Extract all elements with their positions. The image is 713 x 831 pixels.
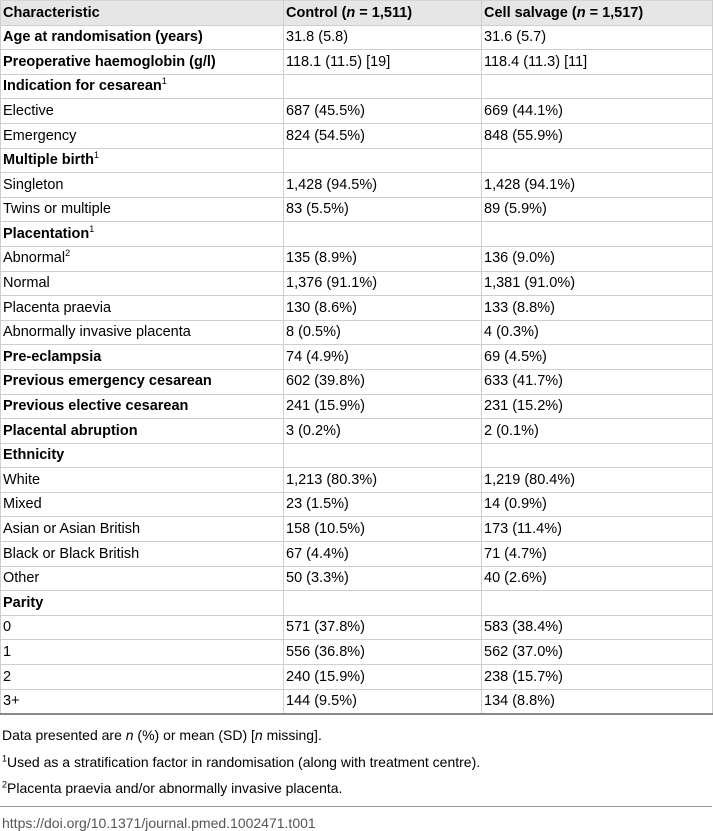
row-control-value (284, 148, 482, 173)
row-characteristic (1, 394, 284, 419)
table-row (1, 615, 713, 640)
row-cell-salvage-value: 2 (0.1%) (482, 419, 713, 444)
row-characteristic (1, 517, 284, 542)
header-control-label: Control ( (286, 4, 347, 21)
row-label: Preoperative haemoglobin (g/l) (3, 53, 216, 70)
row-characteristic (1, 640, 284, 665)
header-characteristic (1, 1, 284, 26)
row-label: Singleton (3, 176, 64, 193)
row-label: Ethnicity (3, 447, 65, 464)
note-footnote-1 (2, 754, 712, 771)
row-cell-salvage-value: 118.4 (11.3) [11] (482, 50, 713, 75)
table-row (1, 246, 713, 271)
header-salvage-count: = 1,517) (585, 4, 644, 21)
row-label: 2 (3, 668, 12, 685)
table-row (1, 123, 713, 148)
row-cell-salvage-value: 31.6 (5.7) (482, 25, 713, 50)
header-salvage-label: Cell salvage ( (484, 4, 577, 21)
row-characteristic (1, 173, 284, 198)
row-characteristic (1, 369, 284, 394)
footnote-2-marker: 2 (2, 779, 8, 790)
row-characteristic (1, 542, 284, 567)
row-label: Normal (3, 275, 50, 292)
row-characteristic (1, 296, 284, 321)
row-label: Other (3, 570, 40, 587)
row-cell-salvage-value: 1,428 (94.1%) (482, 173, 713, 198)
row-characteristic (1, 148, 284, 173)
note1-text-b: (%) or mean (SD) [ (133, 727, 255, 744)
row-control-value: 8 (0.5%) (284, 320, 482, 345)
row-label: Parity (3, 594, 44, 611)
row-characteristic (1, 320, 284, 345)
row-cell-salvage-value: 136 (9.0%) (482, 246, 713, 271)
row-characteristic (1, 615, 284, 640)
row-cell-salvage-value (482, 74, 713, 99)
row-label: Previous elective cesarean (3, 398, 189, 415)
row-cell-salvage-value: 848 (55.9%) (482, 123, 713, 148)
footnote-1-marker: 1 (2, 752, 8, 763)
table-row (1, 419, 713, 444)
row-characteristic (1, 689, 284, 714)
row-control-value (284, 222, 482, 247)
row-control-value: 83 (5.5%) (284, 197, 482, 222)
footnote-1-text: Used as a stratification factor in randomisation (along with treatment centre). (7, 753, 481, 770)
table-row (1, 591, 713, 616)
row-characteristic (1, 566, 284, 591)
row-cell-salvage-value (482, 148, 713, 173)
row-control-value: 158 (10.5%) (284, 517, 482, 542)
row-characteristic (1, 50, 284, 75)
table-row (1, 148, 713, 173)
row-label: Twins or multiple (3, 201, 111, 218)
row-characteristic (1, 123, 284, 148)
row-cell-salvage-value: 1,219 (80.4%) (482, 468, 713, 493)
row-control-value: 1,376 (91.1%) (284, 271, 482, 296)
row-cell-salvage-value: 562 (37.0%) (482, 640, 713, 665)
table-row (1, 50, 713, 75)
table-row (1, 542, 713, 567)
header-control (284, 1, 482, 26)
row-control-value: 50 (3.3%) (284, 566, 482, 591)
row-control-value: 135 (8.9%) (284, 246, 482, 271)
table-row (1, 173, 713, 198)
header-row (1, 1, 713, 26)
row-label: Black or Black British (3, 545, 140, 562)
row-characteristic (1, 74, 284, 99)
row-control-value: 1,213 (80.3%) (284, 468, 482, 493)
row-control-value: 1,428 (94.5%) (284, 173, 482, 198)
table-row (1, 394, 713, 419)
row-cell-salvage-value (482, 443, 713, 468)
row-control-value: 602 (39.8%) (284, 369, 482, 394)
row-label: Age at randomisation (years) (3, 29, 203, 46)
row-control-value: 67 (4.4%) (284, 542, 482, 567)
footnote-marker: 1 (94, 150, 100, 161)
row-characteristic (1, 492, 284, 517)
row-cell-salvage-value (482, 591, 713, 616)
row-control-value: 556 (36.8%) (284, 640, 482, 665)
row-label: Asian or Asian British (3, 521, 141, 538)
row-control-value (284, 443, 482, 468)
note1-n: n (125, 727, 134, 744)
table-row (1, 99, 713, 124)
row-characteristic (1, 271, 284, 296)
row-control-value: 571 (37.8%) (284, 615, 482, 640)
table-row (1, 640, 713, 665)
row-control-value: 74 (4.9%) (284, 345, 482, 370)
note1-n2: n (254, 727, 263, 744)
row-label: Multiple birth (3, 152, 95, 169)
table-row (1, 320, 713, 345)
table-row (1, 74, 713, 99)
row-cell-salvage-value (482, 222, 713, 247)
row-characteristic (1, 665, 284, 690)
row-cell-salvage-value: 173 (11.4%) (482, 517, 713, 542)
table-row (1, 197, 713, 222)
row-cell-salvage-value: 1,381 (91.0%) (482, 271, 713, 296)
doi-link[interactable]: https://doi.org/10.1371/journal.pmed.1002471.t001 (2, 815, 316, 831)
footnote-marker: 1 (161, 76, 167, 87)
row-cell-salvage-value: 71 (4.7%) (482, 542, 713, 567)
row-label: Abnormal (3, 250, 66, 267)
row-cell-salvage-value: 134 (8.8%) (482, 689, 713, 714)
row-cell-salvage-value: 231 (15.2%) (482, 394, 713, 419)
table-row (1, 517, 713, 542)
row-label: Abnormally invasive placenta (3, 324, 191, 341)
row-characteristic (1, 197, 284, 222)
row-cell-salvage-value: 633 (41.7%) (482, 369, 713, 394)
footnote-marker: 1 (89, 224, 95, 235)
row-control-value (284, 591, 482, 616)
row-characteristic (1, 222, 284, 247)
row-control-value: 118.1 (11.5) [19] (284, 50, 482, 75)
table-row (1, 296, 713, 321)
row-cell-salvage-value: 14 (0.9%) (482, 492, 713, 517)
row-label: Placentation (3, 225, 90, 242)
header-control-count: = 1,511) (355, 4, 413, 21)
table-row (1, 271, 713, 296)
footnote-2-text: Placenta praevia and/or abnormally invasive placenta. (7, 779, 343, 796)
header-cell-salvage (482, 1, 713, 26)
row-control-value: 240 (15.9%) (284, 665, 482, 690)
row-cell-salvage-value: 69 (4.5%) (482, 345, 713, 370)
row-control-value: 23 (1.5%) (284, 492, 482, 517)
row-label: Elective (3, 102, 54, 119)
row-control-value: 31.8 (5.8) (284, 25, 482, 50)
table-row (1, 468, 713, 493)
row-characteristic (1, 246, 284, 271)
row-label: 0 (3, 619, 12, 636)
table-row (1, 443, 713, 468)
row-characteristic (1, 443, 284, 468)
footnote-marker: 2 (65, 248, 71, 259)
table-row (1, 665, 713, 690)
table-row (1, 345, 713, 370)
header-control-n: n (346, 4, 356, 21)
table-row (1, 222, 713, 247)
row-cell-salvage-value: 4 (0.3%) (482, 320, 713, 345)
row-label: 3+ (3, 693, 20, 710)
row-label: Mixed (3, 496, 42, 513)
row-control-value (284, 74, 482, 99)
row-control-value: 687 (45.5%) (284, 99, 482, 124)
header-salvage-n: n (576, 4, 586, 21)
row-cell-salvage-value: 89 (5.9%) (482, 197, 713, 222)
row-cell-salvage-value: 583 (38.4%) (482, 615, 713, 640)
note1-text-c: missing]. (262, 727, 322, 744)
row-characteristic (1, 419, 284, 444)
row-label: White (3, 471, 41, 488)
note-footnote-2 (2, 780, 712, 797)
row-cell-salvage-value: 238 (15.7%) (482, 665, 713, 690)
row-control-value: 144 (9.5%) (284, 689, 482, 714)
row-cell-salvage-value: 40 (2.6%) (482, 566, 713, 591)
row-characteristic (1, 345, 284, 370)
table-row (1, 492, 713, 517)
header-characteristic-label: Characteristic (3, 4, 100, 21)
note1-text-a: Data presented are (2, 727, 126, 744)
table-row (1, 566, 713, 591)
row-control-value: 130 (8.6%) (284, 296, 482, 321)
row-control-value: 241 (15.9%) (284, 394, 482, 419)
row-characteristic (1, 591, 284, 616)
row-characteristic (1, 99, 284, 124)
table-row (1, 25, 713, 50)
note-data-presented (2, 727, 712, 744)
table-notes (0, 727, 712, 796)
row-label: Emergency (3, 127, 77, 144)
table-header (1, 1, 713, 26)
row-label: Placental abruption (3, 422, 138, 439)
row-label: Placenta praevia (3, 299, 112, 316)
row-characteristic (1, 25, 284, 50)
row-label: Indication for cesarean (3, 78, 162, 95)
table-row (1, 689, 713, 714)
table-body (1, 25, 713, 714)
row-label: 1 (3, 643, 12, 660)
row-label: Previous emergency cesarean (3, 373, 212, 390)
table-row (1, 369, 713, 394)
row-cell-salvage-value: 669 (44.1%) (482, 99, 713, 124)
row-cell-salvage-value: 133 (8.8%) (482, 296, 713, 321)
row-control-value: 3 (0.2%) (284, 419, 482, 444)
row-label: Pre-eclampsia (3, 348, 102, 365)
row-characteristic (1, 468, 284, 493)
row-control-value: 824 (54.5%) (284, 123, 482, 148)
